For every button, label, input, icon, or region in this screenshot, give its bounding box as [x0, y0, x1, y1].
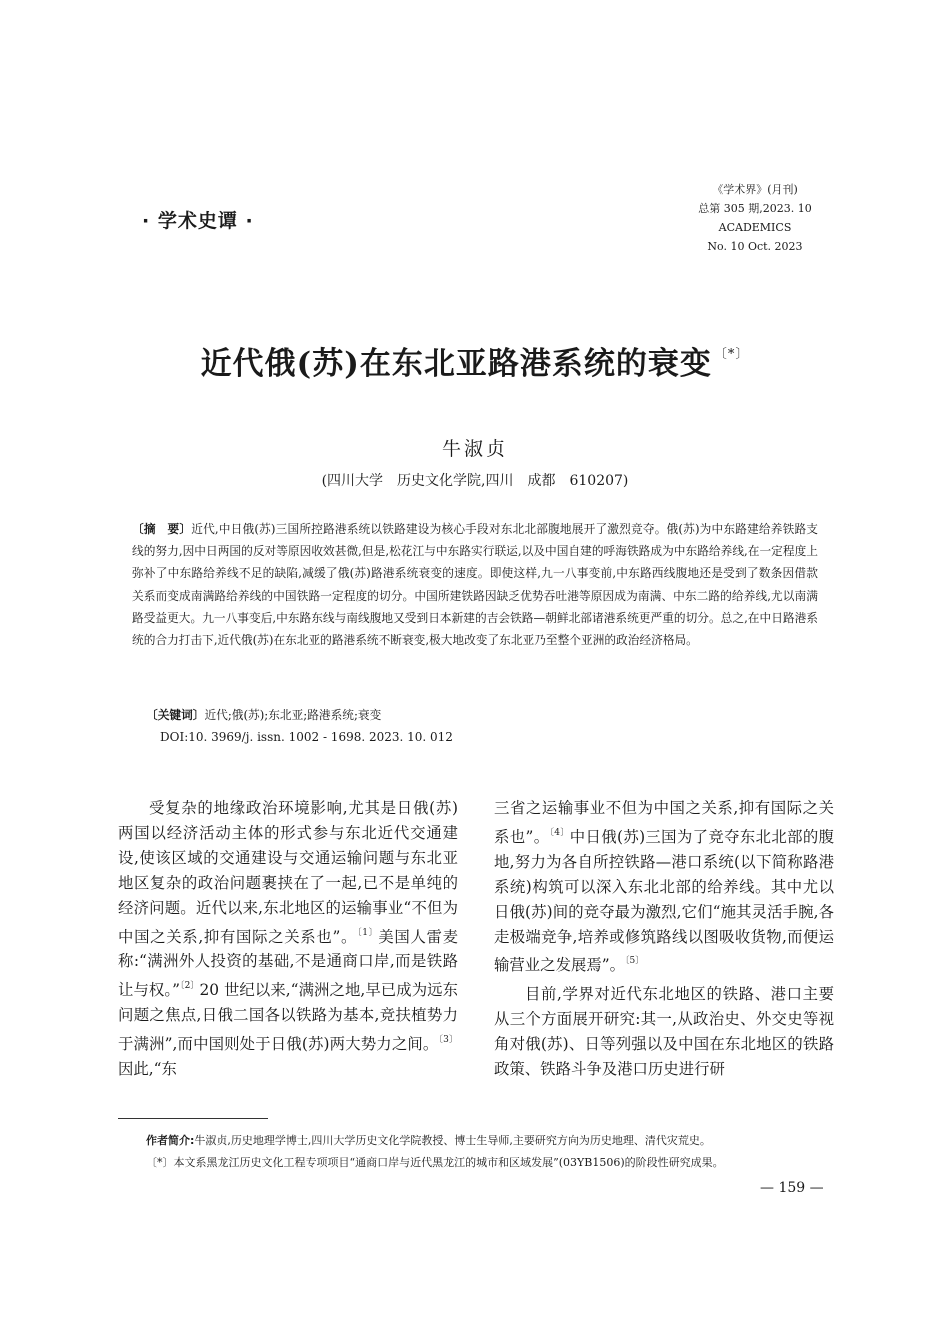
body-paragraph	[494, 796, 834, 978]
journal-info	[670, 180, 840, 256]
abstract-text: 近代,中日俄(苏)三国所控路港系统以铁路建设为核心手段对东北北部腹地展开了激烈竞夺。俄(苏)为中东路建给养铁路支线的努力,因中日两国的反对等原因收效甚微,但是,松花江与中东路实行联运,以及中国自建的呼海铁路成为中东路给养线,在一定程度上弥补了中东路给养线不足的缺陷,减缓了俄(苏)路港系统衰变的速度。即使这样,九一八事变前,中东路西线腹地还是受到了数条因借款关系而变成南满路给养线的中国铁路一定程度的切分。中国所建铁路因缺乏优势吞吐港等原因成为南满、中东二路的给养线,尤以南满路受益更大。九一八事变后,中东路东线与南线腹地又受到日本新建的吉会铁路—朝鲜北部诸港系统更严重的切分。总之,在中日路港系统的合力打击下,近代俄(苏)在东北亚的路港系统不断衰变,极大地改变了东北亚乃至整个亚洲的政治经济格局。	[132, 522, 818, 648]
body-text: 受复杂的地缘政治环境影响,尤其是日俄(苏)两国以经济活动主体的形式参与东北近代交通建设,使该区域的交通建设与交通运输问题与东北亚地区复杂的政治问题裹挟在了一起,已不是单纯的经济问题。近代以来,东北地区的运输事业“不但为中国之关系,抑有国际之关系也”。	[118, 799, 458, 946]
keywords-text: 近代;俄(苏);东北亚;路港系统;衰变	[204, 708, 382, 722]
author-affiliation: (四川大学 历史文化学院,四川 成都 610207)	[321, 473, 629, 489]
journal-line: 总第 305 期,2023. 10	[698, 202, 812, 215]
author-bio-label: 作者简介:	[146, 1134, 195, 1147]
author-name: 牛淑贞	[441, 438, 508, 460]
abstract	[132, 518, 818, 651]
journal-line: 《学术界》(月刊)	[712, 183, 798, 196]
citation-ref: 〔4〕	[549, 827, 570, 838]
citation-ref: 〔2〕	[179, 981, 200, 992]
body-text: 因此,“东	[118, 1060, 177, 1079]
body-text: 中日俄(苏)三国为了竞夺东北北部的腹地,努力为各自所控铁路—港口系统(以下简称路港系统)构筑可以深入东北北部的给养线。其中尤以日俄(苏)间的竞夺最为激烈,它们“施其灵活手腕,各走极端竞争,培养或修筑路线以图吸收货物,而便运输营业之发展焉”。	[494, 827, 834, 975]
title-footnote-mark: 〔*〕	[713, 347, 750, 362]
section-label: · 学术史谭 ·	[142, 210, 254, 232]
abstract-label: 〔摘 要〕	[132, 522, 192, 536]
body-text: 美国人雷麦称:“满洲外人投资的基础,不是通商口岸,而是铁路让与权。”	[118, 927, 458, 1000]
citation-ref: 〔1〕	[357, 927, 379, 938]
author-bio-text: 牛淑贞,历史地理学博士,四川大学历史文化学院教授、博士生导师,主要研究方向为历史地理、清代灾荒史。	[194, 1134, 711, 1147]
body-paragraph: 目前,学界对近代东北地区的铁路、港口主要从三个方面展开研究:其一,从政治史、外交史等视角对俄(苏)、日等列强以及中国在东北地区的铁路政策、铁路斗争及港口历史进行研	[494, 985, 834, 1079]
journal-line: ACADEMICS	[718, 221, 792, 234]
doi: DOI:10. 3969/j. issn. 1002 - 1698. 2023. 10. 012	[160, 730, 453, 744]
citation-ref: 〔5〕	[625, 956, 645, 967]
article-title	[0, 338, 950, 383]
author-bio-footnote	[146, 1132, 836, 1150]
keywords-label: 〔关键词〕	[146, 708, 205, 722]
body-column-right	[494, 796, 834, 1082]
journal-line: No. 10 Oct. 2023	[707, 240, 803, 253]
citation-ref: 〔3〕	[438, 1035, 458, 1046]
page-number: — 159 —	[760, 1180, 824, 1196]
body-text: 20 世纪以来,“满洲之地,早已成为远东问题之焦点,日俄二国各以铁路为基本,竞扶植势力于满洲”,而中国则处于日俄(苏)两大势力之间。	[118, 981, 458, 1054]
title-text: 近代俄(苏)在东北亚路港系统的衰变	[200, 346, 712, 382]
body-column-left	[118, 796, 458, 1082]
body-paragraph	[118, 796, 458, 1082]
keywords	[146, 704, 818, 726]
footnote-divider	[118, 1118, 268, 1119]
funding-footnote: 〔*〕本文系黑龙江历史文化工程专项项目“通商口岸与近代黑龙江的城市和区域发展”(03YB1506)的阶段性研究成果。	[146, 1156, 724, 1169]
body-text: 三省之运输事业不但为中国之关系,抑有国际之关系也”。	[494, 799, 834, 846]
